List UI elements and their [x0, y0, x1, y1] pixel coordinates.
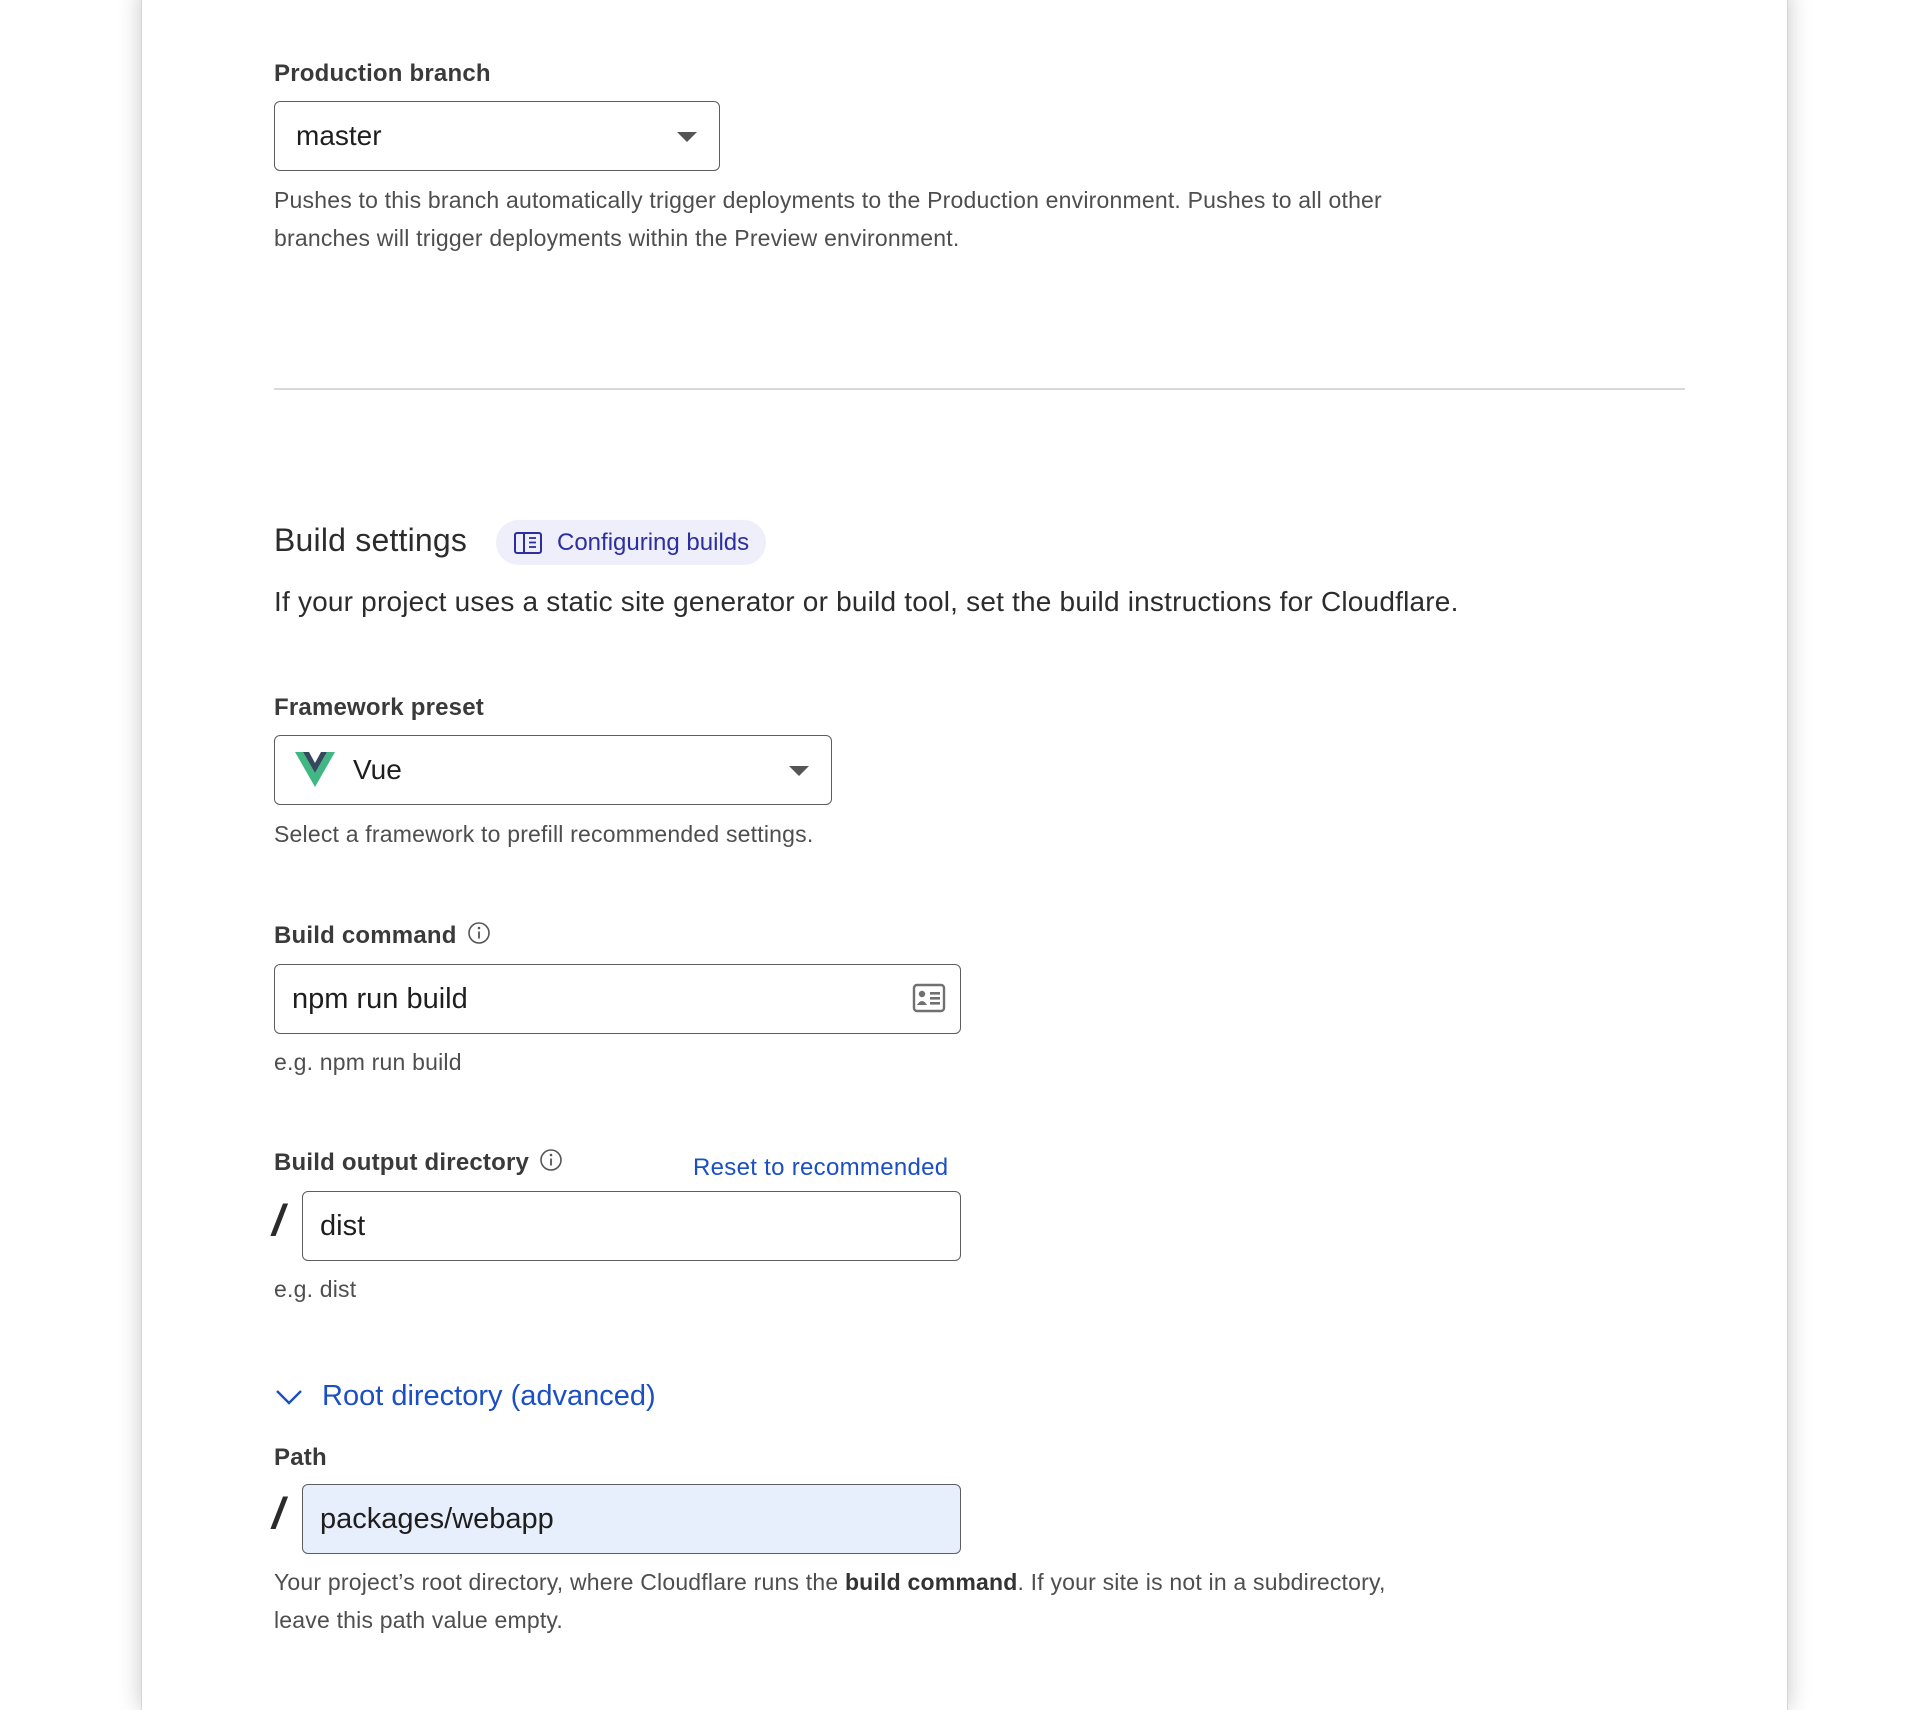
root-directory-toggle[interactable] — [274, 1380, 656, 1413]
build-command-input[interactable] — [274, 964, 961, 1034]
path-prefix: / — [272, 1489, 285, 1538]
info-icon[interactable] — [539, 1148, 563, 1172]
configuring-builds-link[interactable] — [496, 520, 766, 565]
vue-logo-icon — [295, 752, 335, 788]
configuring-builds-label: Configuring builds — [557, 528, 750, 556]
section-divider — [274, 388, 1685, 390]
build-output-directory-value: dist — [320, 1209, 366, 1242]
build-settings-title: Build settings — [274, 522, 468, 558]
info-icon[interactable] — [467, 921, 491, 945]
contact-card-icon — [912, 983, 946, 1013]
production-branch-select[interactable] — [274, 101, 720, 171]
build-command-value: npm run build — [292, 982, 468, 1015]
build-output-label-row — [274, 1149, 563, 1177]
path-help: Your project’s root directory, where Cloudflare runs the build command. If your site is not in a subdirectory, leave this path value empty. — [274, 1569, 1386, 1633]
build-command-label: Build command — [274, 922, 457, 949]
chevron-down-icon — [789, 766, 809, 776]
build-output-directory-label: Build output directory — [274, 1149, 530, 1176]
framework-preset-help: Select a framework to prefill recommended settings. — [274, 821, 814, 847]
framework-preset-label: Framework preset — [274, 694, 484, 721]
chevron-down-icon — [677, 132, 697, 142]
production-branch-label: Production branch — [274, 60, 491, 87]
path-value: packages/webapp — [320, 1502, 554, 1535]
build-output-directory-help: e.g. dist — [274, 1276, 357, 1302]
production-branch-value: master — [296, 120, 382, 151]
production-branch-help: Pushes to this branch automatically trigger deployments to the Production environment. Pushes to all other branches will trigger deployments within the Preview environment. — [274, 187, 1382, 251]
framework-preset-select[interactable] — [274, 735, 832, 805]
build-settings-description: If your project uses a static site generator or build tool, set the build instructions for Cloudflare. — [274, 586, 1459, 617]
build-output-directory-input[interactable] — [302, 1191, 961, 1261]
chevron-down-outline-icon — [274, 1387, 304, 1407]
reset-to-recommended-link[interactable]: Reset to recommended — [693, 1154, 949, 1181]
build-output-prefix: / — [272, 1196, 285, 1245]
framework-preset-value: Vue — [353, 754, 402, 785]
path-label: Path — [274, 1444, 327, 1471]
book-icon — [513, 530, 543, 556]
build-command-label-row — [274, 922, 491, 950]
root-directory-toggle-label: Root directory (advanced) — [322, 1380, 656, 1412]
path-input[interactable] — [302, 1484, 961, 1554]
build-command-help: e.g. npm run build — [274, 1049, 462, 1075]
